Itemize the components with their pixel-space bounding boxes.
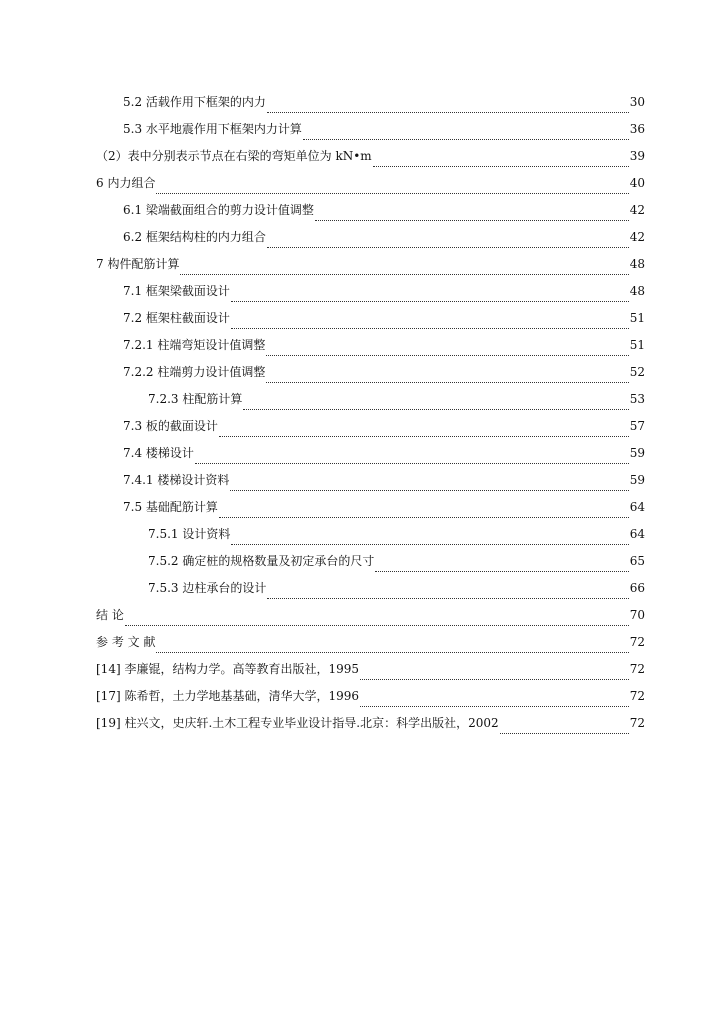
toc-entry-title: 7.1 框架梁截面设计 <box>123 284 230 298</box>
table-of-contents <box>96 93 645 741</box>
toc-dot-leader <box>156 651 628 653</box>
toc-entry-title: 参 考 文 献 <box>96 635 156 649</box>
toc-entry-page-number: 42 <box>629 230 645 244</box>
toc-entry-title: 7.2.1 柱端弯矩设计值调整 <box>123 338 266 352</box>
toc-entry-page-number: 72 <box>629 635 645 649</box>
toc-entry[interactable] <box>96 390 645 417</box>
toc-dot-leader <box>267 111 629 113</box>
toc-dot-leader <box>125 624 629 626</box>
toc-entry[interactable] <box>96 93 645 120</box>
toc-entry[interactable] <box>96 174 645 201</box>
toc-entry-page-number: 59 <box>629 473 645 487</box>
toc-entry-title: （2）表中分别表示节点在右梁的弯矩单位为 kN•m <box>96 149 372 163</box>
toc-entry-page-number: 48 <box>629 257 645 271</box>
toc-entry-page-number: 72 <box>629 662 645 676</box>
toc-dot-leader <box>231 327 629 329</box>
toc-dot-leader <box>303 138 629 140</box>
toc-dot-leader <box>219 516 629 518</box>
toc-dot-leader <box>195 462 629 464</box>
toc-entry[interactable] <box>96 660 645 687</box>
toc-dot-leader <box>267 246 629 248</box>
toc-entry-title: 6.1 梁端截面组合的剪力设计值调整 <box>123 203 314 217</box>
toc-entry[interactable] <box>96 525 645 552</box>
toc-entry-title: 7.4.1 楼梯设计资料 <box>123 473 230 487</box>
toc-entry-page-number: 39 <box>629 149 645 163</box>
toc-entry-title: 5.2 活载作用下框架的内力 <box>123 95 266 109</box>
toc-entry[interactable] <box>96 579 645 606</box>
toc-entry-title: [17] 陈希哲，土力学地基基础，清华大学，1996 <box>96 689 359 703</box>
toc-entry-page-number: 65 <box>629 554 645 568</box>
toc-dot-leader <box>156 192 628 194</box>
toc-entry-page-number: 53 <box>629 392 645 406</box>
toc-entry-page-number: 72 <box>629 689 645 703</box>
toc-entry-page-number: 42 <box>629 203 645 217</box>
toc-entry-page-number: 57 <box>629 419 645 433</box>
toc-entry-page-number: 70 <box>629 608 645 622</box>
toc-entry[interactable] <box>96 633 645 660</box>
toc-dot-leader <box>243 408 628 410</box>
toc-entry[interactable] <box>96 147 645 174</box>
toc-entry-page-number: 59 <box>629 446 645 460</box>
toc-entry-page-number: 64 <box>629 500 645 514</box>
toc-entry[interactable] <box>96 471 645 498</box>
toc-entry-title: 7.2.3 柱配筋计算 <box>148 392 243 406</box>
toc-dot-leader <box>231 300 629 302</box>
toc-entry-page-number: 64 <box>629 527 645 541</box>
toc-entry[interactable] <box>96 255 645 282</box>
toc-dot-leader <box>375 570 628 572</box>
toc-entry[interactable] <box>96 606 645 633</box>
toc-entry-page-number: 40 <box>629 176 645 190</box>
toc-dot-leader <box>500 732 629 734</box>
toc-entry[interactable] <box>96 552 645 579</box>
toc-entry-title: 7.2 框架柱截面设计 <box>123 311 230 325</box>
toc-entry-title: 7.3 板的截面设计 <box>123 419 218 433</box>
toc-entry-title: 7.5.3 边柱承台的设计 <box>148 581 267 595</box>
toc-entry-page-number: 36 <box>629 122 645 136</box>
toc-entry[interactable] <box>96 120 645 147</box>
toc-entry-page-number: 52 <box>629 365 645 379</box>
toc-dot-leader <box>373 165 629 167</box>
toc-entry[interactable] <box>96 363 645 390</box>
toc-entry[interactable] <box>96 498 645 525</box>
toc-dot-leader <box>180 273 628 275</box>
toc-entry-page-number: 51 <box>629 338 645 352</box>
toc-dot-leader <box>267 597 628 599</box>
toc-entry[interactable] <box>96 228 645 255</box>
toc-entry[interactable] <box>96 444 645 471</box>
toc-entry-title: [19] 柱兴文，史庆轩.土木工程专业毕业设计指导.北京：科学出版社，2002 <box>96 716 499 730</box>
toc-dot-leader <box>230 489 628 491</box>
toc-dot-leader <box>219 435 629 437</box>
toc-entry-title: 7.5 基础配筋计算 <box>123 500 218 514</box>
toc-entry-title: [14] 李廉锟，结构力学。高等教育出版社，1995 <box>96 662 359 676</box>
toc-entry[interactable] <box>96 336 645 363</box>
toc-entry-title: 7.5.2 确定桩的规格数量及初定承台的尺寸 <box>148 554 375 568</box>
toc-entry[interactable] <box>96 714 645 741</box>
toc-dot-leader <box>360 678 629 680</box>
toc-entry-page-number: 51 <box>629 311 645 325</box>
toc-entry-title: 7.2.2 柱端剪力设计值调整 <box>123 365 266 379</box>
toc-entry[interactable] <box>96 687 645 714</box>
toc-dot-leader <box>231 543 628 545</box>
toc-entry-title: 6 内力组合 <box>96 176 156 190</box>
toc-dot-leader <box>360 705 629 707</box>
toc-entry-title: 5.3 水平地震作用下框架内力计算 <box>123 122 302 136</box>
toc-entry-page-number: 72 <box>629 716 645 730</box>
toc-entry-page-number: 30 <box>629 95 645 109</box>
toc-entry-title: 7.5.1 设计资料 <box>148 527 231 541</box>
toc-dot-leader <box>315 219 629 221</box>
toc-entry-page-number: 48 <box>629 284 645 298</box>
toc-dot-leader <box>266 354 628 356</box>
toc-entry-title: 7 构件配筋计算 <box>96 257 180 271</box>
toc-entry-title: 结 论 <box>96 608 124 622</box>
toc-entry-page-number: 66 <box>629 581 645 595</box>
toc-entry[interactable] <box>96 417 645 444</box>
toc-entry-title: 7.4 楼梯设计 <box>123 446 194 460</box>
toc-entry[interactable] <box>96 201 645 228</box>
toc-entry-title: 6.2 框架结构柱的内力组合 <box>123 230 266 244</box>
toc-entry[interactable] <box>96 282 645 309</box>
toc-entry[interactable] <box>96 309 645 336</box>
toc-dot-leader <box>266 381 628 383</box>
